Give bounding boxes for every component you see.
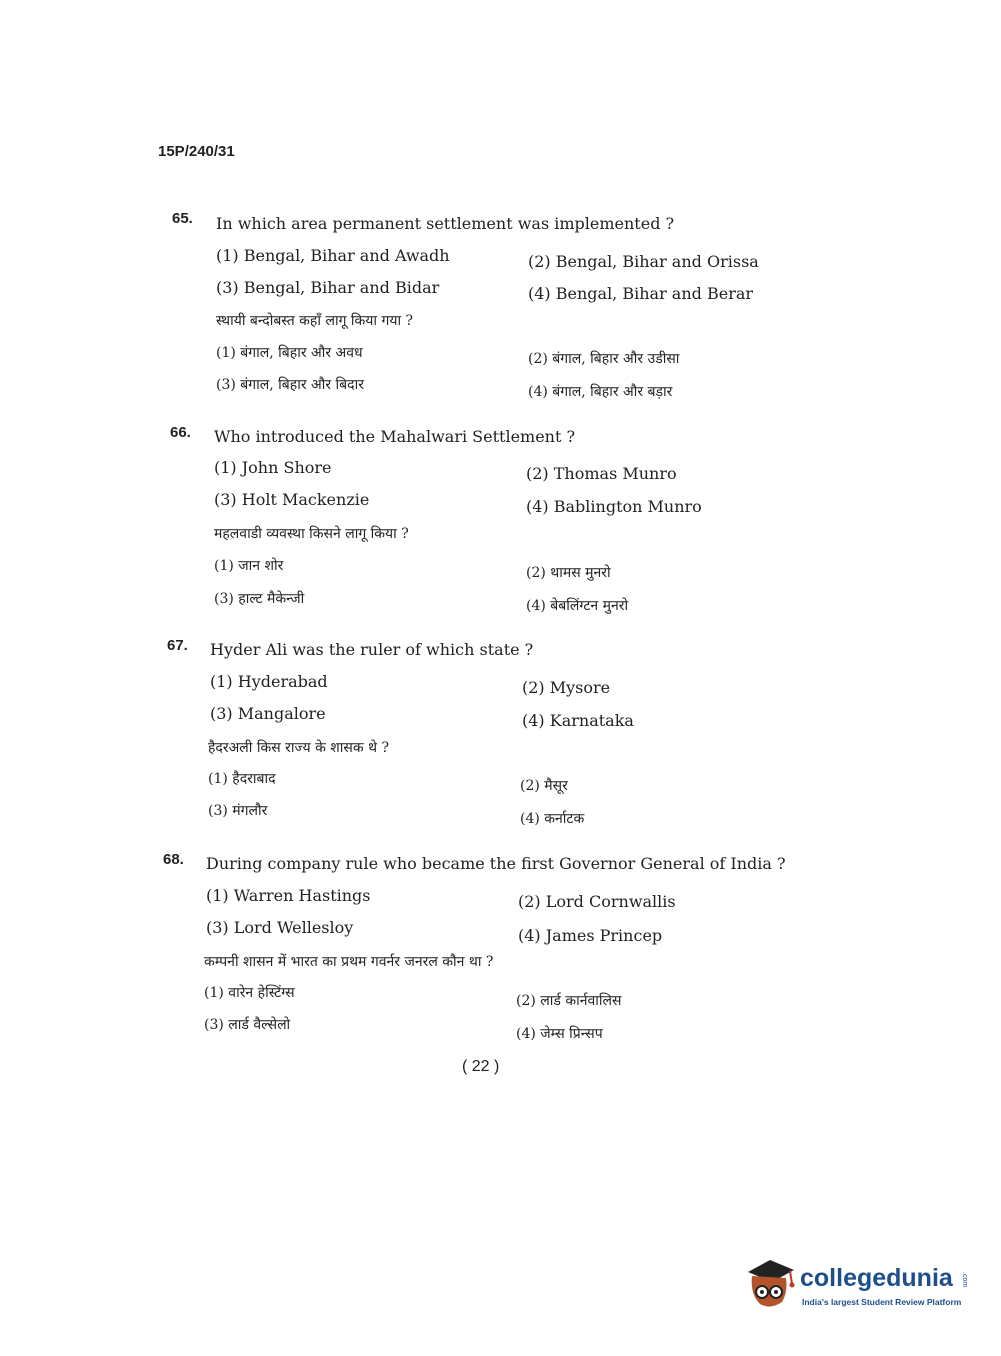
collegedunia-logo	[742, 1250, 972, 1320]
option-2-hi: (2) मैसूर	[520, 778, 568, 794]
question-text-hi: हैदरअली किस राज्य के शासक थे ?	[208, 740, 389, 756]
option-3-en: (3) Lord Wellesloy	[206, 918, 354, 937]
option-1-en: (1) Warren Hastings	[206, 886, 371, 905]
option-1-hi: (1) जान शोर	[214, 558, 284, 574]
brand-tagline: India's largest Student Review Platform	[802, 1297, 962, 1307]
paper-code: 15P/240/31	[158, 143, 235, 160]
question-number: 65.	[172, 210, 193, 227]
option-4-hi: (4) कर्नाटक	[520, 811, 585, 827]
question-text-en: Who introduced the Mahalwari Settlement ?	[214, 427, 576, 446]
option-1-en: (1) Bengal, Bihar and Awadh	[216, 246, 450, 265]
question-text-en: Hyder Ali was the ruler of which state ?	[210, 640, 534, 659]
option-4-en: (4) Bablington Munro	[526, 497, 702, 516]
option-2-en: (2) Lord Cornwallis	[518, 892, 676, 911]
option-4-en: (4) Karnataka	[522, 711, 634, 730]
option-3-en: (3) Bengal, Bihar and Bidar	[216, 278, 440, 297]
option-4-en: (4) Bengal, Bihar and Berar	[528, 284, 754, 303]
option-4-hi: (4) जेम्स प्रिन्सप	[516, 1026, 603, 1042]
option-4-hi: (4) बंगाल, बिहार और बड़ार	[528, 384, 673, 400]
option-2-en: (2) Bengal, Bihar and Orissa	[528, 252, 759, 271]
page-number: ( 22 )	[462, 1058, 500, 1075]
option-1-en: (1) Hyderabad	[210, 672, 328, 691]
brand-suffix: .com	[961, 1272, 968, 1288]
option-2-hi: (2) लार्ड कार्नवालिस	[516, 993, 622, 1009]
option-3-hi: (3) हाल्ट मैकेन्जी	[214, 591, 305, 607]
option-3-en: (3) Holt Mackenzie	[214, 490, 370, 509]
question-text-en: In which area permanent settlement was implemented ?	[216, 214, 675, 233]
option-3-hi: (3) मंगलौर	[208, 803, 268, 819]
option-3-hi: (3) बंगाल, बिहार और बिदार	[216, 377, 364, 393]
option-2-en: (2) Thomas Munro	[526, 464, 677, 483]
option-2-en: (2) Mysore	[522, 678, 611, 697]
question-text-hi: महलवाडी व्यवस्था किसने लागू किया ?	[214, 526, 409, 542]
question-number: 66.	[170, 424, 191, 441]
question-text-hi: स्थायी बन्दोबस्त कहाँ लागू किया गया ?	[216, 313, 414, 329]
option-2-hi: (2) बंगाल, बिहार और उडीसा	[528, 351, 680, 367]
mascot-icon	[742, 1254, 798, 1314]
option-1-hi: (1) वारेन हेस्टिंग्स	[204, 985, 295, 1001]
question-number: 67.	[167, 637, 188, 654]
option-4-en: (4) James Princep	[518, 926, 663, 945]
question-text-en: During company rule who became the first Governor General of India ?	[206, 854, 786, 873]
question-text-hi: कम्पनी शासन में भारत का प्रथम गवर्नर जनरल कौन था ?	[204, 954, 494, 970]
brand-name: collegedunia	[800, 1264, 953, 1292]
question-number: 68.	[163, 851, 184, 868]
option-1-hi: (1) बंगाल, बिहार और अवध	[216, 345, 363, 361]
option-3-en: (3) Mangalore	[210, 704, 326, 723]
option-2-hi: (2) थामस मुनरो	[526, 565, 611, 581]
option-1-en: (1) John Shore	[214, 458, 332, 477]
option-1-hi: (1) हैदराबाद	[208, 771, 276, 787]
option-3-hi: (3) लार्ड वैल्सेलो	[204, 1017, 291, 1033]
option-4-hi: (4) बेबलिंग्टन मुनरो	[526, 598, 629, 614]
